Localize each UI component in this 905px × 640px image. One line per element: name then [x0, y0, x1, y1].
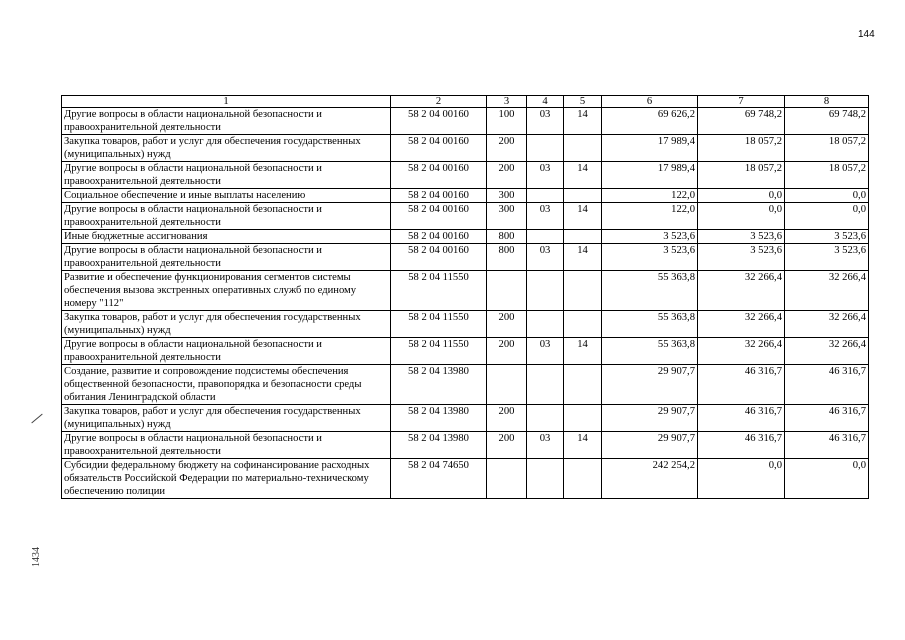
table-row: [62, 338, 869, 365]
subsection-cell: [564, 135, 602, 162]
budget-table: [61, 95, 869, 499]
table-row: [62, 162, 869, 189]
amount-col6-cell: 55 363,8: [602, 271, 698, 311]
item-name-cell: Иные бюджетные ассигнования: [62, 230, 391, 244]
amount-col6-cell: 17 989,4: [602, 135, 698, 162]
subsection-cell: 14: [564, 108, 602, 135]
section-cell: 03: [527, 244, 564, 271]
code-cell: 58 2 04 00160: [391, 244, 487, 271]
amount-col6-cell: 122,0: [602, 203, 698, 230]
type-cell: [487, 271, 527, 311]
item-name-cell: Другие вопросы в области национальной безопасности и правоохранительной деятельности: [62, 203, 391, 230]
section-cell: [527, 189, 564, 203]
type-cell: 200: [487, 405, 527, 432]
code-cell: 58 2 04 11550: [391, 311, 487, 338]
column-header-1: 1: [62, 96, 391, 108]
type-cell: [487, 459, 527, 499]
item-name-cell: Закупка товаров, работ и услуг для обеспечения государственных (муниципальных) нужд: [62, 135, 391, 162]
table-row: [62, 203, 869, 230]
subsection-cell: 14: [564, 162, 602, 189]
amount-col6-cell: 29 907,7: [602, 365, 698, 405]
code-cell: 58 2 04 74650: [391, 459, 487, 499]
section-cell: [527, 459, 564, 499]
amount-col7-cell: 46 316,7: [698, 432, 785, 459]
item-name-cell: Другие вопросы в области национальной безопасности и правоохранительной деятельности: [62, 108, 391, 135]
code-cell: 58 2 04 00160: [391, 108, 487, 135]
table-row: [62, 230, 869, 244]
code-cell: 58 2 04 00160: [391, 135, 487, 162]
code-cell: 58 2 04 11550: [391, 271, 487, 311]
amount-col7-cell: 69 748,2: [698, 108, 785, 135]
column-header-4: 4: [527, 96, 564, 108]
section-cell: [527, 405, 564, 432]
amount-col8-cell: 46 316,7: [785, 365, 869, 405]
amount-col7-cell: 32 266,4: [698, 338, 785, 365]
type-cell: [487, 365, 527, 405]
section-cell: 03: [527, 108, 564, 135]
amount-col6-cell: 3 523,6: [602, 244, 698, 271]
amount-col8-cell: 32 266,4: [785, 271, 869, 311]
amount-col8-cell: 46 316,7: [785, 432, 869, 459]
table-row: [62, 271, 869, 311]
amount-col8-cell: 69 748,2: [785, 108, 869, 135]
amount-col6-cell: 3 523,6: [602, 230, 698, 244]
amount-col6-cell: 69 626,2: [602, 108, 698, 135]
header-row: [62, 96, 869, 108]
table-row: [62, 405, 869, 432]
section-cell: 03: [527, 162, 564, 189]
item-name-cell: Создание, развитие и сопровождение подсистемы обеспечения общественной безопасности, правопорядка и безопасности среды обитания Ленинградской области: [62, 365, 391, 405]
column-header-7: 7: [698, 96, 785, 108]
amount-col7-cell: 0,0: [698, 189, 785, 203]
amount-col6-cell: 122,0: [602, 189, 698, 203]
amount-col7-cell: 32 266,4: [698, 271, 785, 311]
subsection-cell: [564, 189, 602, 203]
amount-col6-cell: 29 907,7: [602, 432, 698, 459]
amount-col8-cell: 46 316,7: [785, 405, 869, 432]
table-row: [62, 365, 869, 405]
subsection-cell: [564, 365, 602, 405]
item-name-cell: Другие вопросы в области национальной безопасности и правоохранительной деятельности: [62, 338, 391, 365]
item-name-cell: Закупка товаров, работ и услуг для обеспечения государственных (муниципальных) нужд: [62, 311, 391, 338]
amount-col8-cell: 3 523,6: [785, 244, 869, 271]
type-cell: 300: [487, 189, 527, 203]
amount-col8-cell: 32 266,4: [785, 311, 869, 338]
subsection-cell: [564, 271, 602, 311]
amount-col7-cell: 46 316,7: [698, 405, 785, 432]
amount-col8-cell: 18 057,2: [785, 135, 869, 162]
table-row: [62, 311, 869, 338]
amount-col6-cell: 55 363,8: [602, 338, 698, 365]
table-row: [62, 244, 869, 271]
item-name-cell: Субсидии федеральному бюджету на софинансирование расходных обязательств Российской Федерации по материально-техническому обеспечению полиции: [62, 459, 391, 499]
table-row: [62, 189, 869, 203]
subsection-cell: 14: [564, 244, 602, 271]
section-cell: [527, 135, 564, 162]
section-cell: 03: [527, 338, 564, 365]
amount-col7-cell: 18 057,2: [698, 162, 785, 189]
type-cell: 200: [487, 338, 527, 365]
column-header-2: 2: [391, 96, 487, 108]
type-cell: 200: [487, 311, 527, 338]
type-cell: 800: [487, 244, 527, 271]
column-header-6: 6: [602, 96, 698, 108]
margin-slash-mark: [31, 414, 42, 424]
item-name-cell: Развитие и обеспечение функционирования сегментов системы обеспечения вызова экстренных оперативных служб по единому номеру "112": [62, 271, 391, 311]
type-cell: 200: [487, 135, 527, 162]
code-cell: 58 2 04 00160: [391, 230, 487, 244]
table-row: [62, 432, 869, 459]
amount-col7-cell: 3 523,6: [698, 244, 785, 271]
amount-col8-cell: 0,0: [785, 459, 869, 499]
section-cell: [527, 230, 564, 244]
subsection-cell: 14: [564, 338, 602, 365]
item-name-cell: Другие вопросы в области национальной безопасности и правоохранительной деятельности: [62, 162, 391, 189]
margin-stamp: 1434: [31, 547, 42, 567]
amount-col6-cell: 242 254,2: [602, 459, 698, 499]
amount-col7-cell: 0,0: [698, 459, 785, 499]
amount-col6-cell: 17 989,4: [602, 162, 698, 189]
column-header-3: 3: [487, 96, 527, 108]
subsection-cell: [564, 459, 602, 499]
table-header: [62, 96, 869, 108]
subsection-cell: 14: [564, 432, 602, 459]
code-cell: 58 2 04 13980: [391, 405, 487, 432]
table-body: [62, 108, 869, 499]
item-name-cell: Другие вопросы в области национальной безопасности и правоохранительной деятельности: [62, 244, 391, 271]
amount-col7-cell: 46 316,7: [698, 365, 785, 405]
type-cell: 200: [487, 162, 527, 189]
amount-col7-cell: 0,0: [698, 203, 785, 230]
column-header-8: 8: [785, 96, 869, 108]
page-number: 144: [858, 29, 875, 40]
table-row: [62, 108, 869, 135]
type-cell: 200: [487, 432, 527, 459]
amount-col7-cell: 32 266,4: [698, 311, 785, 338]
amount-col8-cell: 18 057,2: [785, 162, 869, 189]
section-cell: 03: [527, 432, 564, 459]
amount-col8-cell: 0,0: [785, 203, 869, 230]
code-cell: 58 2 04 11550: [391, 338, 487, 365]
code-cell: 58 2 04 00160: [391, 189, 487, 203]
column-header-5: 5: [564, 96, 602, 108]
item-name-cell: Закупка товаров, работ и услуг для обеспечения государственных (муниципальных) нужд: [62, 405, 391, 432]
type-cell: 800: [487, 230, 527, 244]
amount-col7-cell: 18 057,2: [698, 135, 785, 162]
item-name-cell: Другие вопросы в области национальной безопасности и правоохранительной деятельности: [62, 432, 391, 459]
code-cell: 58 2 04 00160: [391, 162, 487, 189]
table-row: [62, 135, 869, 162]
table-row: [62, 459, 869, 499]
code-cell: 58 2 04 00160: [391, 203, 487, 230]
subsection-cell: 14: [564, 203, 602, 230]
type-cell: 100: [487, 108, 527, 135]
type-cell: 300: [487, 203, 527, 230]
subsection-cell: [564, 311, 602, 338]
amount-col7-cell: 3 523,6: [698, 230, 785, 244]
section-cell: [527, 311, 564, 338]
code-cell: 58 2 04 13980: [391, 432, 487, 459]
section-cell: [527, 271, 564, 311]
section-cell: 03: [527, 203, 564, 230]
amount-col6-cell: 29 907,7: [602, 405, 698, 432]
item-name-cell: Социальное обеспечение и иные выплаты населению: [62, 189, 391, 203]
amount-col8-cell: 0,0: [785, 189, 869, 203]
section-cell: [527, 365, 564, 405]
amount-col8-cell: 3 523,6: [785, 230, 869, 244]
subsection-cell: [564, 405, 602, 432]
amount-col6-cell: 55 363,8: [602, 311, 698, 338]
subsection-cell: [564, 230, 602, 244]
amount-col8-cell: 32 266,4: [785, 338, 869, 365]
code-cell: 58 2 04 13980: [391, 365, 487, 405]
